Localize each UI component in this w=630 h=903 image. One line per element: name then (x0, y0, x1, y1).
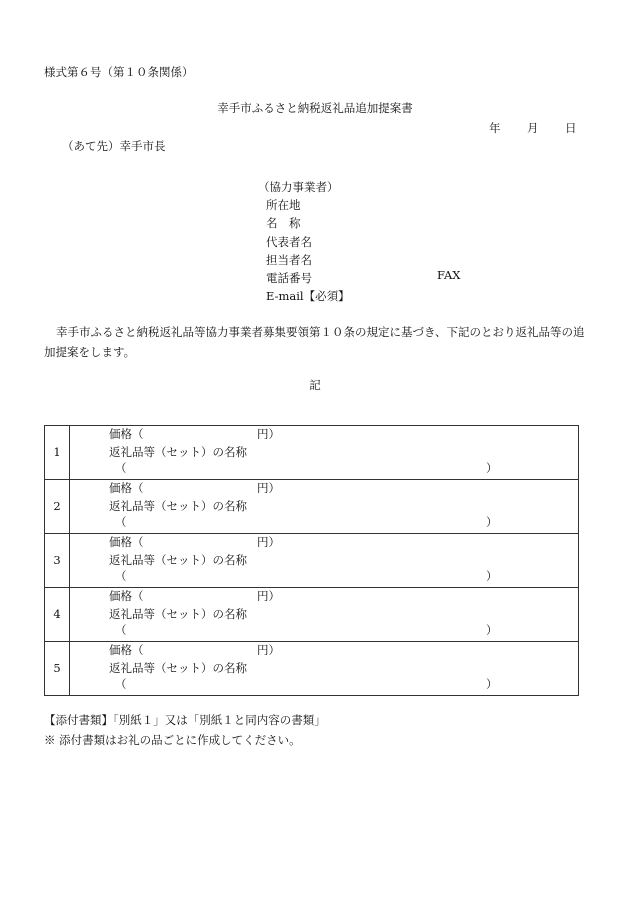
price-label: 価格（ (109, 643, 144, 657)
paren-open: （ (115, 515, 127, 529)
item-number: 2 (45, 480, 70, 534)
price-label: 価格（ (109, 535, 144, 549)
paren-close: ） (486, 515, 498, 529)
body-text: 幸手市ふるさと納税返礼品等協力事業者募集要領第１０条の規定に基づき、下記のとおり返礼品等の追加提案をします。 (44, 325, 585, 359)
table-row (45, 642, 579, 696)
items-table (44, 425, 579, 696)
item-cell (70, 534, 579, 588)
item-cell (70, 642, 579, 696)
paren-open: （ (115, 461, 127, 475)
paren-close: ） (486, 623, 498, 637)
partner-email-label: E-mail【必須】 (266, 289, 350, 304)
addressee: （あて先）幸手市長 (62, 139, 166, 153)
item-cell (70, 588, 579, 642)
price-label: 価格（ (109, 481, 144, 495)
yen-label: 円） (257, 481, 280, 495)
item-number: 3 (45, 534, 70, 588)
partner-address-label: 所在地 (266, 198, 301, 213)
table-row (45, 426, 579, 480)
partner-phone-label: 電話番号 (266, 271, 312, 286)
date-day-label: 日 (565, 121, 577, 135)
ki-heading: 記 (309, 378, 321, 392)
yen-label: 円） (257, 643, 280, 657)
form-number: 様式第６号（第１０条関係） (44, 65, 194, 79)
paren-close: ） (486, 677, 498, 691)
date-year-label: 年 (489, 121, 501, 135)
page-title: 幸手市ふるさと納税返礼品追加提案書 (217, 101, 413, 115)
attachments-note: 【添付書類】「別紙１」又は「別紙１と同内容の書類」 (44, 713, 326, 727)
partner-heading: （協力事業者） (258, 180, 339, 194)
table-row (45, 480, 579, 534)
paren-open: （ (115, 677, 127, 691)
table-row (45, 588, 579, 642)
yen-label: 円） (257, 535, 280, 549)
item-name-label: 返礼品等（セット）の名称 (109, 499, 247, 513)
partner-block (258, 178, 350, 305)
item-number: 5 (45, 642, 70, 696)
item-name-label: 返礼品等（セット）の名称 (109, 445, 247, 459)
price-label: 価格（ (109, 589, 144, 603)
item-number: 4 (45, 588, 70, 642)
price-label: 価格（ (109, 427, 144, 441)
item-name-label: 返礼品等（セット）の名称 (109, 553, 247, 567)
paren-close: ） (486, 569, 498, 583)
table-row (45, 534, 579, 588)
partner-fax-label: FAX (437, 268, 461, 282)
partner-representative-label: 代表者名 (266, 234, 312, 249)
paren-open: （ (115, 569, 127, 583)
yen-label: 円） (257, 427, 280, 441)
footnote: ※ 添付書類はお礼の品ごとに作成してください。 (44, 733, 301, 747)
item-number: 1 (45, 426, 70, 480)
item-name-label: 返礼品等（セット）の名称 (109, 661, 247, 675)
partner-name-label: 名 称 (266, 216, 301, 231)
date-month-label: 月 (527, 121, 539, 135)
yen-label: 円） (257, 589, 280, 603)
partner-contact-label: 担当者名 (266, 252, 312, 267)
item-name-label: 返礼品等（セット）の名称 (109, 607, 247, 621)
item-cell (70, 426, 579, 480)
item-cell (70, 480, 579, 534)
paren-close: ） (486, 461, 498, 475)
paren-open: （ (115, 623, 127, 637)
